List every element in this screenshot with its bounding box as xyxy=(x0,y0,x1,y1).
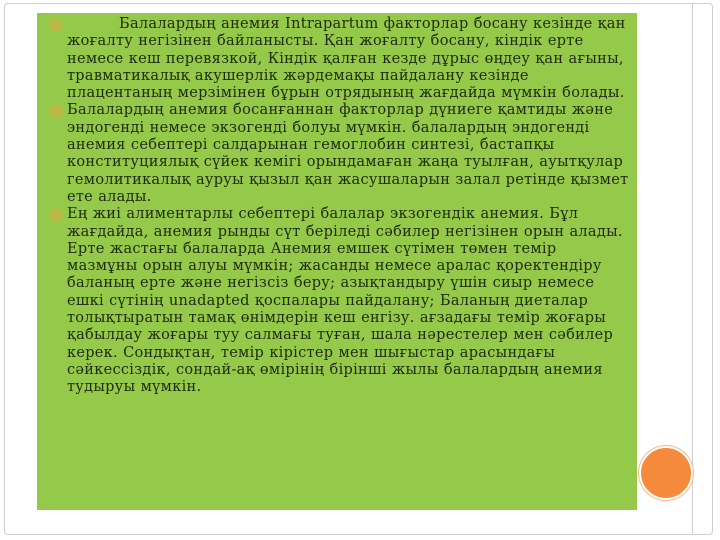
bullet-marker-icon xyxy=(49,104,63,118)
bullet-text-1-content: Балалардың анемия Intrapartum факторлар босану кезінде қан жоғалту негізінен байланысты. Қан жоғалту босану, кіндік ерте немесе кеш перевязкой, Кіндік қалған кезде дұрыс өңдеу қан ағыны, травматикалық акушерлік жәрдемақы пайдалану кезінде плацентаның мерзімінен бұрын отрядының жағдайда мүмкін болады. xyxy=(67,16,626,102)
bullet-item-2 xyxy=(37,102,637,206)
content-box xyxy=(37,13,637,510)
bullet-item-1 xyxy=(37,16,637,102)
bullet-marker-icon xyxy=(49,18,63,32)
bullet-marker-icon xyxy=(49,208,63,222)
bullet-text-2: Балалардың анемия босанғаннан факторлар дүниеге қамтиды және эндогенді немесе экзогенді болуы мүмкін. балалардың эндогенді анемия себептері салдарынан гемоглобин синтезі, бастапқы конституциялық сүйек кемігі орындамаған жаңа туылған, ауытқулар гемолитикалық ауруы қызыл қан жасушаларын залал ретінде қызмет ете алады. xyxy=(67,102,629,205)
bullet-text-1 xyxy=(67,16,631,102)
bullet-item-3 xyxy=(37,206,637,396)
decorative-orange-circle xyxy=(639,446,693,500)
bullet-text-3: Ең жиі алиментарлы себептері балалар экзогендік анемия. Бұл жағдайда, анемия рынды сүт беріледі сәбилер негізінен орын алады. Ерте жастағы балаларда Анемия емшек сүтімен төмен темір мазмұны орын алуы мүмкін; жасанды немесе аралас қоректендіру баланың ерте және негізсіз беру; азықтандыру үшін сиыр немесе ешкі сүтінің unadapted қоспалары пайдалану; Баланың диеталар толықтыратын тамақ өнімдерін кеш енгізу. ағзадағы темір жоғары қабылдау жоғары туу салмағы туған, шала нәрестелер мен сәбилер керек. Сондықтан, темір кірістер мен шығыстар арасындағы сәйкессіздік, сондай-ақ өмірінің бірінші жылы балалардың анемия тудыруы мүмкін. xyxy=(67,206,623,396)
slide-frame-right-band xyxy=(692,3,713,535)
bullet-list xyxy=(37,16,637,397)
